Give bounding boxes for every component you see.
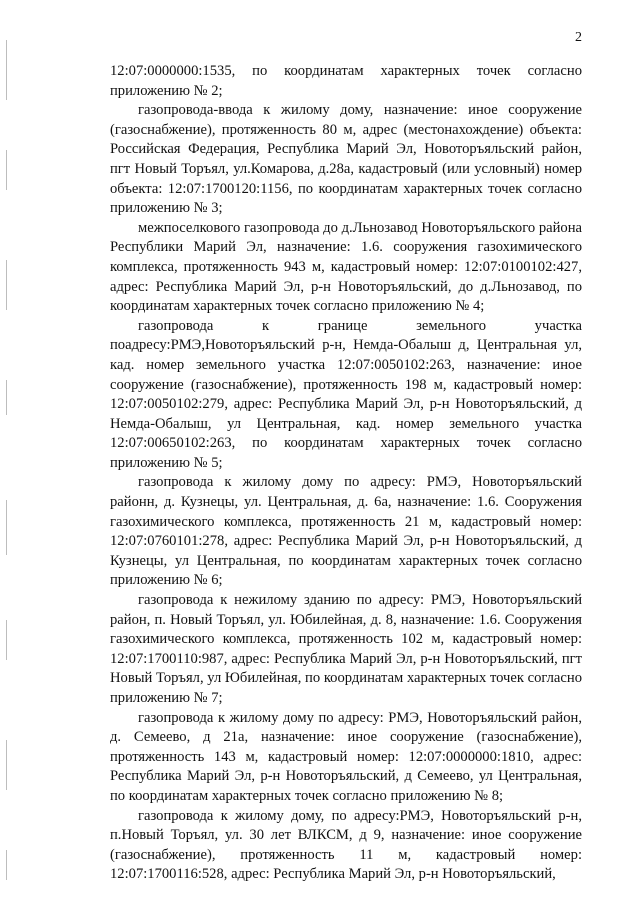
document-body: [110, 62, 582, 885]
paragraph: газопровода-ввода к жилому дому, назначение: иное сооружение (газоснабжение), протяженность 80 м, адрес (местонахождение) объекта: Российская Федерация, Республика Марий Эл, Новоторъяльский район, пгт Новый Торъял, ул.Комарова, д.28а, кадастровый (или условный) номер объекта: 12:07:1700120:1156, по координатам характерных точек согласно приложению № 3;: [110, 102, 582, 217]
paragraph: 12:07:0000000:1535, по координатам характерных точек согласно приложению № 2;: [110, 63, 582, 99]
paragraph: газопровода к нежилому зданию по адресу: РМЭ, Новоторъяльский район, п. Новый Торъял, ул. Юбилейная, д. 8, назначение: 1.6. Сооружения газохимического комплекса, протяженность 102 м, кадастровый номер: 12:07:1700110:987, адрес: Республика Марий Эл, р-н Новоторъяльский, пгт Новый Торъял, ул Юбилейная, по координатам характерных точек согласно приложению № 7;: [110, 592, 582, 706]
paragraph: газопровода к жилому дому по адресу: РМЭ, Новоторъяльский район, д. Семеево, д 21а, назначение: иное сооружение (газоснабжение), протяженность 143 м, кадастровый номер: 12:07:0000000:1810, адрес: Республика Марий Эл, р-н Новоторъяльский, д Семеево, ул Центральная, по координатам характерных точек согласно приложению № 8;: [110, 709, 582, 804]
paragraph: межпоселкового газопровода до д.Льнозавод Новоторъяльского района Республики Марий Эл, назначение: 1.6. сооружения газохимического комплекса, протяженность 943 м, кадастровый номер: 12:07:0100102:427, адрес: Республика Марий Эл, р-н Новоторъяльский, до д.Льнозавод, по координатам характерных точек согласно приложению № 4;: [110, 219, 582, 315]
page-number: 2: [575, 30, 582, 45]
paragraph: газопровода к жилому дому, по адресу:РМЭ, Новоторъяльский р-н, п.Новый Торъял, ул. 30 лет ВЛКСМ, д 9, назначение: иное сооружение (газоснабжение), протяженность 11 м, кадастровый номер: 12:07:1700116:528, адрес: Республика Марий Эл, р-н Новоторъяльский,: [110, 807, 582, 883]
paragraph: газопровода к границе земельного участка поадресу:РМЭ,Новоторъяльский р-н, Немда-Обалыш д, Центральная ул, кад. номер земельного участка 12:07:0050102:263, назначение: иное сооружение (газоснабжение), протяженность 198 м, кадастровый номер: 12:07:0050102:279, адрес: Республика Марий Эл, р-н Новоторъяльский, д Немда-Обалыш, ул Центральная, кад. номер земельного участка 12:07:00650102:263, по координатам характерных точек согласно приложению № 5;: [110, 317, 582, 471]
binding-margin-marks: [6, 0, 8, 905]
paragraph: газопровода к жилому дому по адресу: РМЭ, Новоторъяльский районн, д. Кузнецы, ул. Центральная, д. 6а, назначение: 1.6. Сооружения газохимического комплекса, протяженность 21 м, кадастровый номер: 12:07:0760101:278, адрес: Республика Марий Эл, р-н Новоторъяльский, д Кузнецы, ул Центральная, по координатам характерных точек согласно приложению № 6;: [110, 474, 582, 589]
